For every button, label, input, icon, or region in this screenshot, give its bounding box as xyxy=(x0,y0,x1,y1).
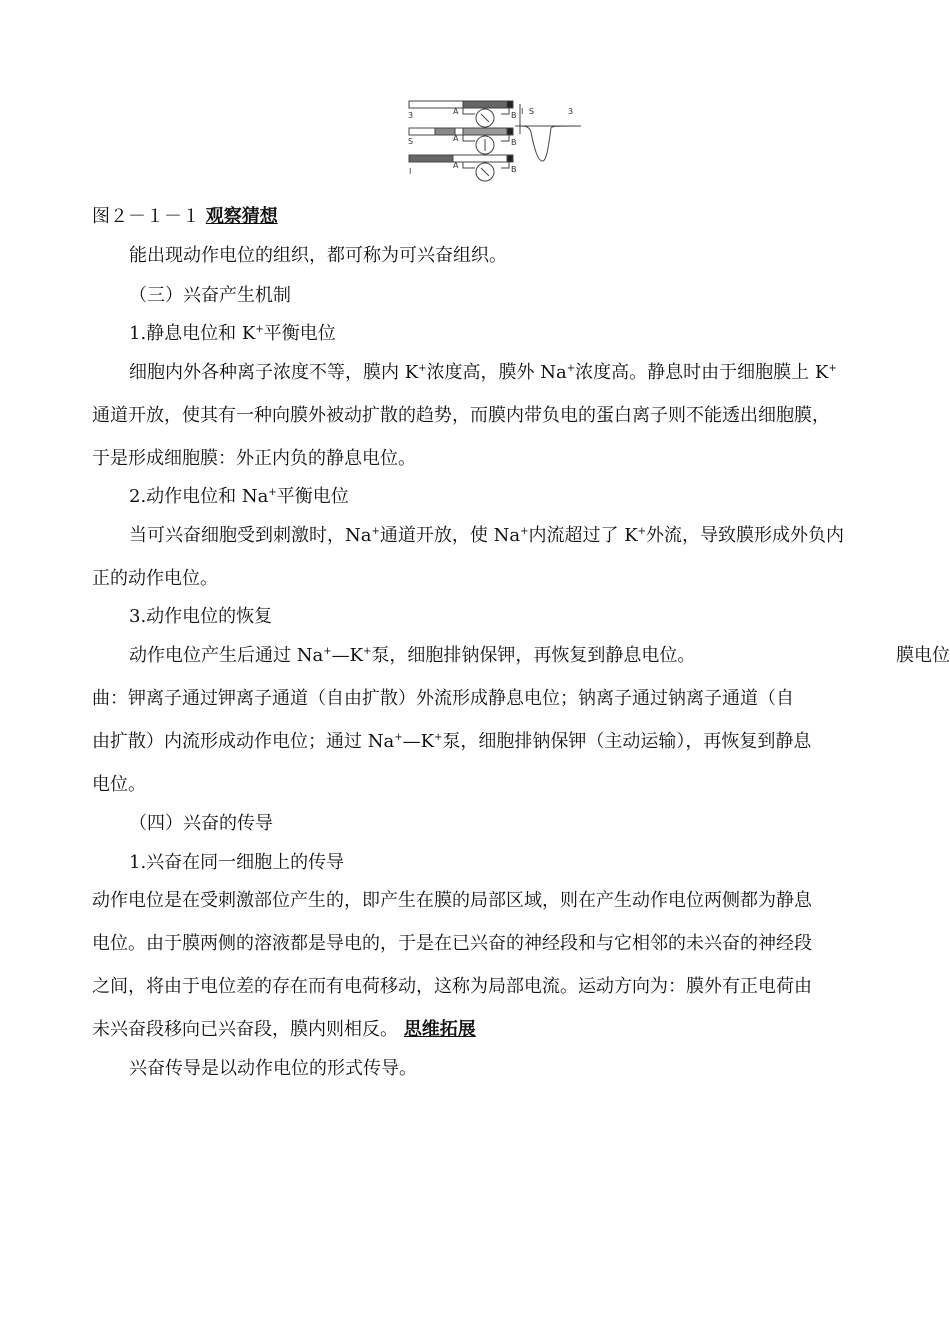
subheading-resting-potential: 1.静息电位和 K+平衡电位 xyxy=(129,323,336,344)
nerve-fiber-figure xyxy=(405,98,585,188)
row2-left-label: S xyxy=(408,137,414,146)
row2-a-label: A xyxy=(453,134,459,143)
paragraph-recovery-line4: 电位。 xyxy=(92,774,146,795)
row1-left-label: 3 xyxy=(408,111,414,120)
caption-title: 观察猜想 xyxy=(205,206,278,227)
paragraph-conduction-summary: 兴奋传导是以动作电位的形式传导。 xyxy=(129,1058,417,1079)
paragraph-resting-line2: 通道开放，使其有一种向膜外被动扩散的趋势，而膜内带负电的蛋白离子则不能透出细胞膜， xyxy=(92,405,830,426)
paragraph-action-line1: 当可兴奋细胞受到刺激时，Na+通道开放，使 Na+内流超过了 K+外流，导致膜形成外负内 xyxy=(129,525,845,546)
membrane-potential-fragment: 膜电位 xyxy=(896,645,950,666)
paragraph-conduction-line4: 未兴奋段移向已兴奋段，膜内则相反。 思维拓展 xyxy=(92,1019,476,1040)
paragraph-excitable-tissue: 能出现动作电位的组织，都可称为可兴奋组织。 xyxy=(129,245,507,266)
conduction-diagram xyxy=(405,98,585,193)
heading-mechanism: （三）兴奋产生机制 xyxy=(129,285,291,306)
paragraph-action-line2: 正的动作电位。 xyxy=(92,568,218,589)
subheading-recovery: 3.动作电位的恢复 xyxy=(129,606,273,627)
row3-a-label: A xyxy=(453,161,459,170)
paragraph-conduction-line3: 之间，将由于电位差的存在而有电荷移动，这称为局部电流。运动方向为：膜外有正电荷由 xyxy=(92,976,812,997)
paragraph-conduction-line1: 动作电位是在受刺激部位产生的，即产生在膜的局部区域，则在产生动作电位两侧都为静息 xyxy=(92,890,812,911)
trace-s-label: S xyxy=(529,107,535,116)
subheading-action-potential: 2.动作电位和 Na+平衡电位 xyxy=(129,486,349,507)
paragraph-recovery-line3: 由扩散）内流形成动作电位；通过 Na+—K+泵，细胞排钠保钾（主动运输），再恢复到静息 xyxy=(92,731,812,752)
trace-i-label: I xyxy=(521,107,524,116)
row1-b-label: B xyxy=(511,111,517,120)
paragraph-recovery-line1: 动作电位产生后通过 Na+—K+泵，细胞排钠保钾，再恢复到静息电位。 xyxy=(129,645,696,666)
caption-number: 图２－１－１ xyxy=(92,206,200,227)
heading-conduction: （四）兴奋的传导 xyxy=(129,813,273,834)
row3-left-label: I xyxy=(409,167,412,176)
subheading-same-cell: 1.兴奋在同一细胞上的传导 xyxy=(129,852,345,873)
paragraph-resting-line1: 细胞内外各种离子浓度不等，膜内 K+浓度高，膜外 Na+浓度高。静息时由于细胞膜上 K+ xyxy=(129,362,837,383)
trace-3-label: 3 xyxy=(568,107,574,116)
paragraph-conduction-line2: 电位。由于膜两侧的溶液都是导电的，于是在已兴奋的神经段和与它相邻的未兴奋的神经段 xyxy=(92,933,812,954)
row2-b-label: B xyxy=(511,138,517,147)
paragraph-recovery-line2: 曲：钾离子通过钾离子通道（自由扩散）外流形成静息电位；钠离子通过钠离子通道（自 xyxy=(92,688,794,709)
row3-b-label: B xyxy=(511,165,517,174)
paragraph-resting-line3: 于是形成细胞膜：外正内负的静息电位。 xyxy=(92,448,416,469)
row1-a-label: A xyxy=(453,107,459,116)
thinking-extension-heading: 思维拓展 xyxy=(403,1019,476,1040)
figure-caption xyxy=(92,205,278,229)
